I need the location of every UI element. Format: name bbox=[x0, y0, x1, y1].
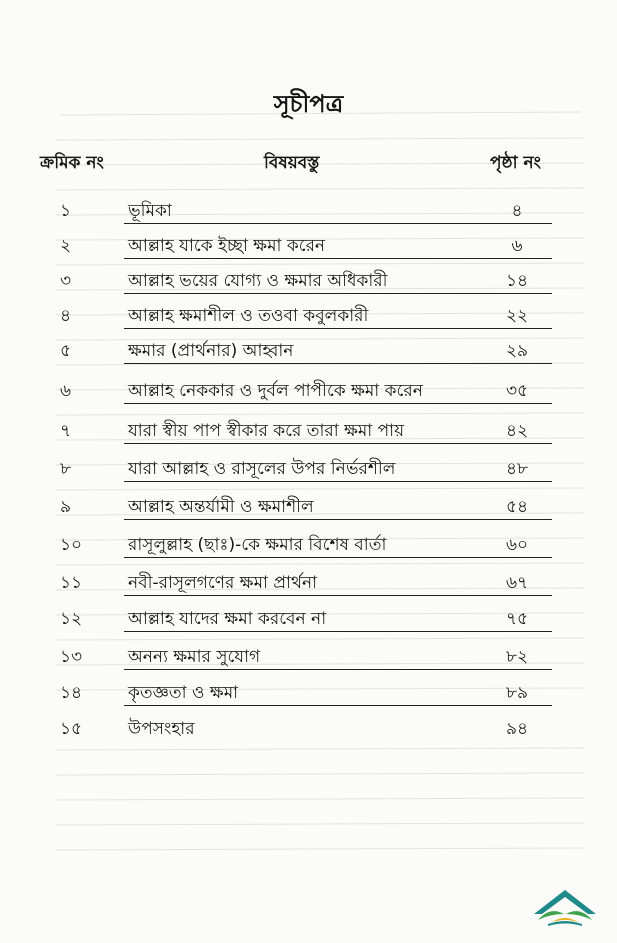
toc-serial: ১৪ bbox=[60, 683, 83, 703]
toc-page: ৯৪ bbox=[505, 719, 529, 739]
toc-title: আল্লাহ যাকে ইচ্ছা ক্ষমা করেন bbox=[128, 236, 326, 256]
toc-row bbox=[0, 454, 617, 484]
toc-rule bbox=[124, 705, 552, 706]
toc-serial: ৬ bbox=[60, 381, 72, 401]
toc-title: আল্লাহ ভয়ের যোগ্য ও ক্ষমার অধিকারী bbox=[128, 271, 388, 291]
toc-title: ভূমিকা bbox=[128, 201, 172, 221]
toc-page: ৪ bbox=[511, 201, 523, 221]
toc-title: যারা স্বীয় পাপ স্বীকার করে তারা ক্ষমা পায় bbox=[128, 421, 405, 441]
toc-page: ৭৫ bbox=[505, 609, 529, 629]
toc-serial: ৯ bbox=[60, 497, 72, 517]
toc-serial: ১০ bbox=[60, 535, 83, 555]
toc-page: ৬০ bbox=[505, 535, 529, 555]
toc-serial: ১১ bbox=[60, 573, 83, 593]
toc-serial: ১৫ bbox=[60, 719, 83, 739]
toc-serial: ২ bbox=[60, 236, 72, 256]
toc-rule bbox=[124, 443, 552, 444]
toc-serial: ১৩ bbox=[60, 647, 83, 667]
toc-title: রাসূলুল্লাহ (ছাঃ)-কে ক্ষমার বিশেষ বার্তা bbox=[128, 535, 387, 555]
logo-teal-base bbox=[548, 921, 582, 926]
toc-row bbox=[0, 530, 617, 560]
logo-teal-arc bbox=[534, 890, 596, 914]
header-serial-number: ক্রমিক নং bbox=[40, 153, 104, 173]
toc-page: ১৪ bbox=[505, 271, 529, 291]
toc-row bbox=[0, 568, 617, 598]
toc-row bbox=[0, 266, 617, 296]
toc-row bbox=[0, 604, 617, 634]
toc-row bbox=[0, 231, 617, 261]
toc-row bbox=[0, 492, 617, 522]
toc-title: নবী-রাসূলগণের ক্ষমা প্রার্থনা bbox=[128, 573, 318, 593]
toc-rule bbox=[124, 519, 552, 520]
toc-title: আল্লাহ অন্তর্যামী ও ক্ষমাশীল bbox=[128, 497, 314, 517]
toc-page: ৮৯ bbox=[505, 683, 529, 703]
toc-row bbox=[0, 642, 617, 672]
toc-title: অনন্য ক্ষমার সুযোগ bbox=[128, 647, 261, 667]
toc-serial: ৪ bbox=[60, 306, 72, 326]
toc-page: ৬৭ bbox=[505, 573, 529, 593]
toc-row bbox=[0, 678, 617, 708]
toc-serial: ১ bbox=[60, 201, 72, 221]
toc-rule bbox=[124, 595, 552, 596]
toc-serial: ৭ bbox=[60, 421, 72, 441]
toc-page: ৬ bbox=[511, 236, 523, 256]
toc-title: যারা আল্লাহ ও রাসূলের উপর নির্ভরশীল bbox=[128, 459, 396, 479]
toc-rule bbox=[124, 223, 552, 224]
toc-rule bbox=[124, 328, 552, 329]
toc-rule bbox=[124, 293, 552, 294]
publisher-logo-icon bbox=[528, 884, 602, 926]
toc-title: আল্লাহ যাদের ক্ষমা করবেন না bbox=[128, 609, 327, 629]
header-subject: বিষয়বস্তু bbox=[264, 153, 320, 173]
toc-serial: ১২ bbox=[60, 609, 83, 629]
toc-page: ২৯ bbox=[505, 341, 529, 361]
toc-serial: ৩ bbox=[60, 271, 72, 291]
toc-rule bbox=[124, 363, 552, 364]
toc-row bbox=[0, 376, 617, 406]
toc-serial: ৫ bbox=[60, 341, 72, 361]
toc-page: ৩৫ bbox=[505, 381, 529, 401]
toc-title: আল্লাহ নেককার ও দুর্বল পাপীকে ক্ষমা করেন bbox=[128, 381, 423, 401]
toc-row bbox=[0, 196, 617, 226]
toc-title: আল্লাহ ক্ষমাশীল ও তওবা কবুলকারী bbox=[128, 306, 369, 326]
toc-rule bbox=[124, 403, 552, 404]
toc-title: উপসংহার bbox=[128, 719, 195, 739]
toc-title: কৃতজ্ঞতা ও ক্ষমা bbox=[128, 683, 239, 703]
toc-rule bbox=[124, 631, 552, 632]
toc-row bbox=[0, 416, 617, 446]
toc-row bbox=[0, 336, 617, 366]
toc-serial: ৮ bbox=[60, 459, 72, 479]
toc-page: ৪৮ bbox=[505, 459, 529, 479]
toc-rule bbox=[124, 481, 552, 482]
toc-page: ২২ bbox=[505, 306, 529, 326]
toc-page: ৪২ bbox=[505, 421, 529, 441]
toc-page: ৮২ bbox=[505, 647, 529, 667]
toc-rule bbox=[124, 669, 552, 670]
page-title: সূচীপত্র bbox=[273, 90, 344, 118]
toc-rule bbox=[124, 258, 552, 259]
toc-title: ক্ষমার (প্রার্থনার) আহ্বান bbox=[128, 341, 294, 361]
toc-rule bbox=[124, 557, 552, 558]
toc-row bbox=[0, 714, 617, 744]
toc-page: ৫৪ bbox=[505, 497, 529, 517]
header-page-number: পৃষ্ঠা নং bbox=[490, 153, 541, 173]
toc-row bbox=[0, 301, 617, 331]
